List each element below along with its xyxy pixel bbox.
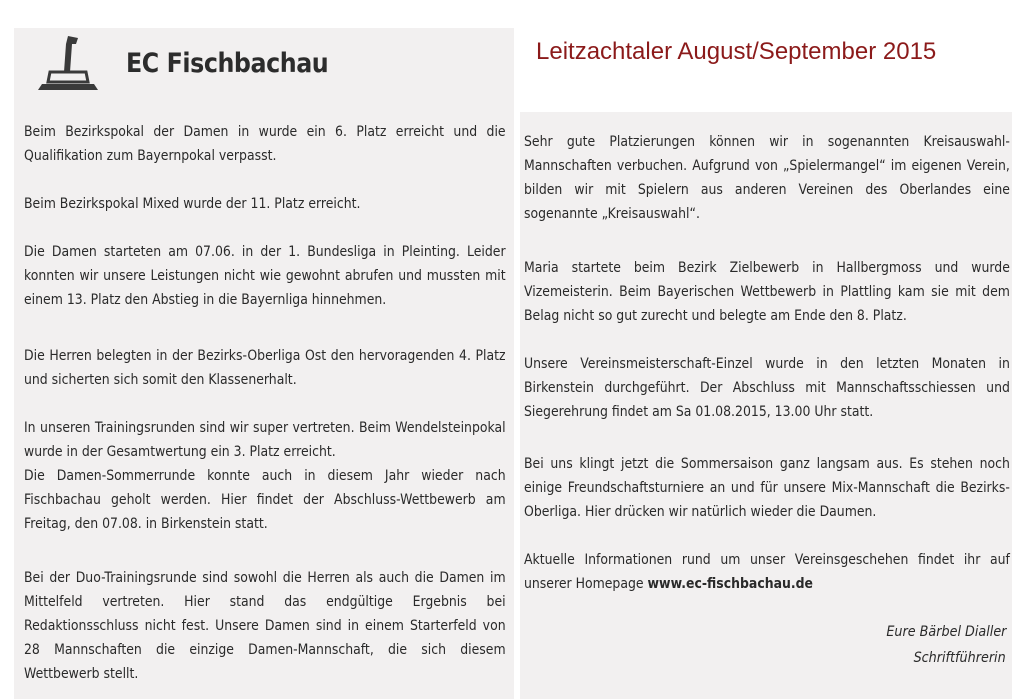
left-paragraph-2: Beim Bezirkspokal Mixed wurde der 11. Platz erreicht. — [24, 196, 361, 212]
issue-title: Leitzachtaler August/September 2015 — [536, 38, 937, 65]
homepage-link[interactable]: www.ec-fischbachau.de — [647, 576, 814, 592]
right-paragraph-4: Bei uns klingt jetzt die Sommersaison ganz langsam aus. Es stehen noch einige Freundschaftsturniere an und für unsere Mix-Mannschaft die Bezirks-Oberliga. Hier drücken wir natürlich wieder die Daumen. — [524, 456, 1010, 520]
left-paragraph-4: Die Herren belegten in der Bezirks-Oberliga Ost den hervoragenden 4. Platz und sicherten sich somit den Klassenerhalt. — [24, 348, 506, 388]
curling-stone-icon — [28, 32, 108, 92]
right-paragraph-1: Sehr gute Platzierungen können wir in sogenannten Kreisauswahl-Mannschaften verbuchen. Aufgrund von „Spielermangel“ im eigenen Verein, bilden wir mit Spielern aus anderen Vereinen des Oberlandes eine sogenannte „Kreisauswahl“. — [524, 134, 1010, 222]
left-paragraph-5: In unseren Trainingsrunden sind wir super vertreten. Beim Wendelsteinpokal wurde in der Gesamtwertung ein 3. Platz erreicht. — [24, 420, 506, 460]
left-paragraph-6: Die Damen-Sommerrunde konnte auch in diesem Jahr wieder nach Fischbachau geholt werden. Hier findet der Abschluss-Wettbewerb am Freitag, den 07.08. in Birkenstein statt. — [24, 468, 506, 532]
right-paragraph-5 — [524, 548, 1010, 596]
club-title: EC Fischbachau — [126, 48, 329, 79]
signature-role: Schriftführerin — [913, 650, 1006, 666]
signature-name: Eure Bärbel Dialler — [885, 624, 1006, 640]
homepage-text: Aktuelle Informationen rund um unser Vereinsgeschehen findet ihr auf unserer Homepage — [524, 552, 1010, 592]
left-paragraph-1: Beim Bezirkspokal der Damen in wurde ein 6. Platz erreicht und die Qualifikation zum Bayernpokal verpasst. — [24, 124, 506, 164]
right-paragraph-3: Unsere Vereinsmeisterschaft-Einzel wurde in den letzten Monaten in Birkenstein durchgeführt. Der Abschluss mit Mannschaftsschiessen und Siegerehrung findet am Sa 01.08.2015, 13.00 Uhr statt. — [524, 356, 1010, 420]
right-paragraph-2: Maria startete beim Bezirk Zielbewerb in Hallbergmoss und wurde Vizemeisterin. Beim Bayerischen Wettbewerb in Plattling kam sie mit dem Belag nicht so gut zurecht und belegte am Ende den 8. Platz. — [524, 260, 1010, 324]
left-paragraph-7: Bei der Duo-Trainingsrunde sind sowohl die Herren als auch die Damen im Mittelfeld vertreten. Hier stand das endgültige Ergebnis bei Redaktionsschluss nicht fest. Unsere Damen sind in einem Starterfeld von 28 Mannschaften die einzige Damen-Mannschaft, die sich diesem Wettbewerb stellt. — [24, 570, 506, 682]
article-header — [14, 28, 514, 90]
left-paragraph-3: Die Damen starteten am 07.06. in der 1. Bundesliga in Pleinting. Leider konnten wir unsere Leistungen nicht wie gewohnt abrufen und mussten mit einem 13. Platz den Abstieg in die Bayernliga hinnehmen. — [24, 244, 506, 308]
